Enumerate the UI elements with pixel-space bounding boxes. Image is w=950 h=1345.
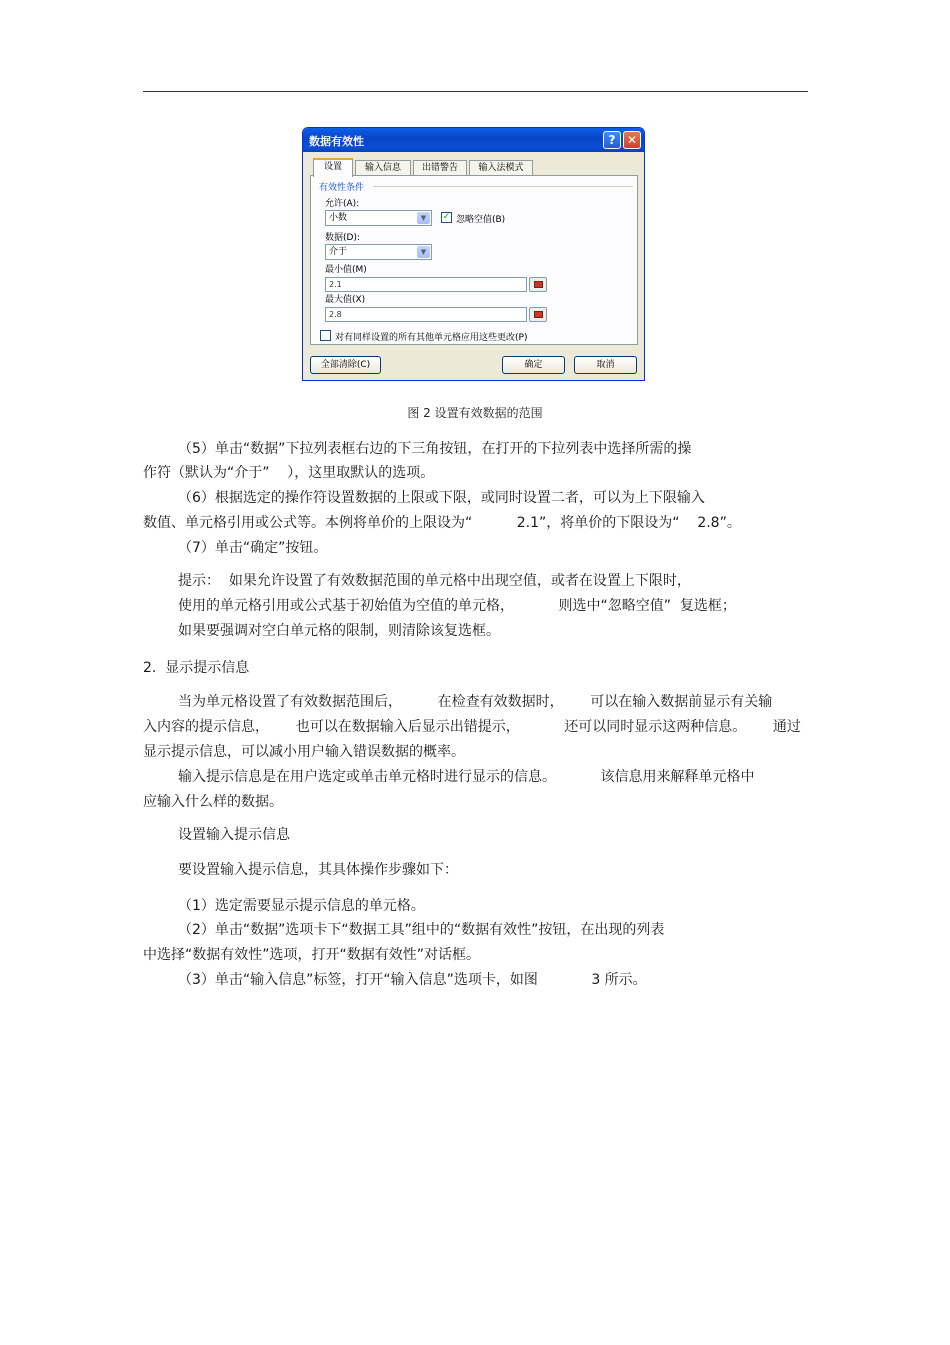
text-line: （5）单击“数据”下拉列表框右边的下三角按钮，在打开的下拉列表中选择所需的操 — [178, 441, 692, 457]
apply-all-label: 对有同样设置的所有其他单元格应用这些更改(P) — [335, 333, 528, 343]
text-line: 中选择“数据有效性”选项，打开“数据有效性”对话框。 — [143, 947, 481, 963]
text-line: （6）根据选定的操作符设置数据的上限或下限，或同时设置二者，可以为上下限输入 — [178, 490, 705, 506]
data-value: 介于 — [329, 247, 348, 257]
ok-button[interactable]: 确定 — [502, 356, 565, 374]
figure-caption: 图 2 设置有效数据的范围 — [407, 406, 543, 420]
allow-select[interactable] — [325, 210, 432, 226]
apply-all-checkbox[interactable] — [320, 330, 331, 341]
group-divider — [373, 186, 633, 187]
range-picker-icon[interactable] — [529, 277, 547, 292]
text-line: （3）单击“输入信息”标签，打开“输入信息”选项卡，如图 3 所示。 — [178, 972, 647, 988]
ignore-blank-checkbox[interactable]: ✓ — [442, 212, 451, 222]
section-heading: 2. 显示提示信息 — [143, 660, 250, 676]
subheading: 设置输入提示信息 — [178, 827, 290, 843]
text-line: 作符（默认为“介于” ），这里取默认的选项。 — [143, 465, 435, 481]
max-label: 最大值(X) — [325, 295, 366, 305]
help-icon[interactable]: ? — [603, 131, 621, 149]
tip-line: 如果要强调对空白单元格的限制，则清除该复选框。 — [178, 623, 500, 639]
text-line: 应输入什么样的数据。 — [143, 794, 283, 810]
text-line: （7）单击“确定”按钮。 — [178, 540, 328, 556]
tab-ime-mode[interactable]: 输入法模式 — [469, 160, 533, 176]
cancel-button[interactable]: 取消 — [574, 356, 637, 374]
tab-settings[interactable]: 设置 — [313, 158, 353, 177]
chevron-down-icon[interactable]: ▼ — [417, 246, 430, 258]
data-label: 数据(D): — [325, 233, 360, 243]
data-validation-dialog — [302, 127, 645, 381]
min-value-input[interactable]: 2.1 — [325, 277, 527, 292]
text-line: 显示提示信息，可以减小用户输入错误数据的概率。 — [143, 744, 465, 760]
text-line: 输入提示信息是在用户选定或单击单元格时进行显示的信息。 该信息用来解释单元格中 — [178, 769, 755, 785]
tab-error-alert[interactable]: 出错警告 — [413, 160, 467, 176]
tip-line: 提示： 如果允许设置了有效数据范围的单元格中出现空值，或者在设置上下限时， — [178, 573, 691, 589]
dialog-titlebar[interactable] — [303, 128, 644, 152]
text-line: 要设置输入提示信息，其具体操作步骤如下： — [178, 862, 458, 878]
text-line: （2）单击“数据”选项卡下“数据工具”组中的“数据有效性”按钮，在出现的列表 — [178, 922, 665, 938]
ignore-blank-label: 忽略空值(B) — [456, 215, 506, 225]
clear-all-button[interactable]: 全部清除(C) — [310, 356, 381, 374]
settings-panel — [310, 175, 638, 345]
dialog-title: 数据有效性 — [309, 135, 364, 148]
tip-line: 使用的单元格引用或公式基于初始值为空值的单元格， 则选中“忽略空值” 复选框； — [178, 598, 736, 614]
min-label: 最小值(M) — [325, 265, 367, 275]
chevron-down-icon[interactable]: ▼ — [417, 212, 430, 224]
text-line: 数值、单元格引用或公式等。本例将单价的上限设为“ 2.1”，将单价的下限设为“ 2.8”。 — [143, 515, 741, 531]
tab-input-message[interactable]: 输入信息 — [355, 160, 411, 176]
allow-value: 小数 — [329, 213, 348, 223]
group-label: 有效性条件 — [319, 183, 365, 193]
close-icon[interactable]: ✕ — [623, 131, 641, 149]
allow-label: 允许(A): — [325, 199, 360, 209]
text-line: （1）选定需要显示提示信息的单元格。 — [178, 898, 425, 914]
range-picker-icon[interactable] — [529, 307, 547, 322]
header-rule — [143, 91, 808, 92]
max-value-input[interactable]: 2.8 — [325, 307, 527, 322]
data-select[interactable] — [325, 244, 432, 260]
text-line: 当为单元格设置了有效数据范围后， 在检查有效数据时， 可以在输入数据前显示有关输 — [178, 694, 773, 710]
text-line: 入内容的提示信息， 也可以在数据输入后显示出错提示， 还可以同时显示这两种信息。 通过 — [143, 719, 801, 735]
